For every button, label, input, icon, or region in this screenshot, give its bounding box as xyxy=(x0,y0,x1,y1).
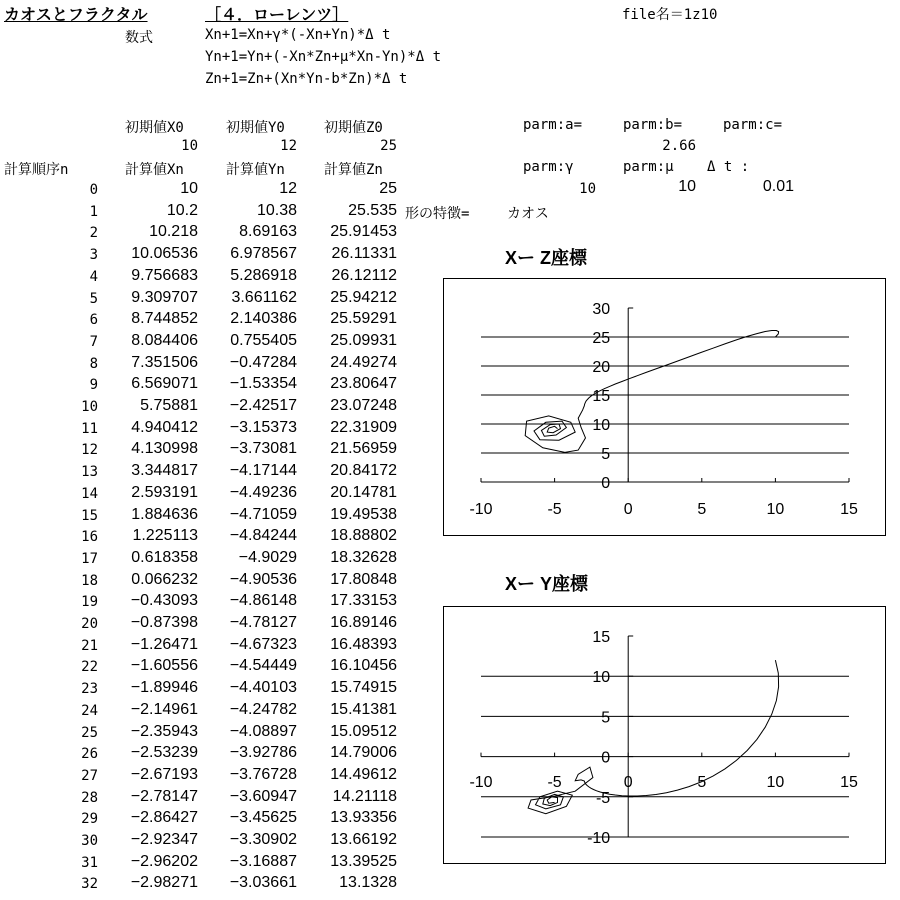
cell-xn[interactable]: 4.940412 xyxy=(131,418,198,436)
y-tick-label: -5 xyxy=(595,789,611,807)
cell-zn[interactable]: 26.11331 xyxy=(331,245,397,263)
cell-n: 32 xyxy=(81,876,98,893)
formula-z: Zn+1=Zn+(Xn*Yn-b*Zn)*Δ t xyxy=(205,71,408,87)
y-tick-label: 10 xyxy=(592,417,611,434)
cell-yn[interactable]: 10.38 xyxy=(256,201,297,219)
cell-zn[interactable]: 25.94212 xyxy=(330,288,397,306)
chart-xy-svg xyxy=(444,607,885,863)
y-tick-label: 0 xyxy=(601,475,611,492)
cell-xn[interactable]: 8.084406 xyxy=(131,331,198,349)
cell-zn[interactable]: 25.535 xyxy=(348,201,397,219)
cell-xn[interactable]: −2.14961 xyxy=(130,700,198,718)
cell-zn[interactable]: 20.14781 xyxy=(330,483,397,501)
cell-zn[interactable]: 17.80848 xyxy=(330,570,397,588)
cell-zn[interactable]: 17.33153 xyxy=(330,592,397,610)
initial-x-value[interactable]: 10 xyxy=(181,138,198,154)
initial-y-value[interactable]: 12 xyxy=(280,138,297,154)
cell-xn[interactable]: 0.066232 xyxy=(131,570,198,588)
series-line xyxy=(528,660,779,814)
cell-xn[interactable]: 2.593191 xyxy=(131,483,198,501)
file-name: file名＝1z10 xyxy=(622,7,718,23)
cell-xn[interactable]: 6.569071 xyxy=(131,375,198,393)
cell-zn[interactable]: 19.49538 xyxy=(330,505,397,523)
cell-xn[interactable]: −2.86427 xyxy=(130,809,198,827)
cell-yn[interactable]: −3.45625 xyxy=(229,809,297,827)
cell-n: 12 xyxy=(81,442,98,459)
cell-n: 7 xyxy=(89,333,98,350)
cell-zn[interactable]: 14.49612 xyxy=(330,765,397,783)
cell-zn[interactable]: 21.56959 xyxy=(330,440,397,458)
cell-xn[interactable]: 10 xyxy=(180,180,198,197)
cell-xn[interactable]: −2.98271 xyxy=(130,874,198,892)
cell-zn[interactable]: 16.10456 xyxy=(330,657,397,675)
cell-n: 19 xyxy=(81,594,98,611)
cell-zn[interactable]: 13.39525 xyxy=(330,852,397,870)
cell-yn[interactable]: −3.30902 xyxy=(229,831,297,848)
y-tick-label: 15 xyxy=(592,629,611,646)
initial-z-value[interactable]: 25 xyxy=(380,138,397,154)
cell-n: 21 xyxy=(81,637,98,654)
cell-n: 16 xyxy=(81,529,98,546)
cell-n: 1 xyxy=(89,203,98,220)
x-tick-label: -5 xyxy=(547,774,562,791)
cell-zn[interactable]: 14.79006 xyxy=(330,744,397,762)
cell-xn[interactable]: 9.309707 xyxy=(131,288,198,306)
cell-xn[interactable]: 9.756683 xyxy=(131,266,198,284)
cell-n: 17 xyxy=(81,550,98,567)
cell-yn[interactable]: −3.60947 xyxy=(229,787,297,805)
x-tick-label: 5 xyxy=(697,501,707,518)
cell-n: 0 xyxy=(89,182,98,198)
cell-yn[interactable]: 8.69163 xyxy=(239,223,297,241)
cell-yn[interactable]: −1.53354 xyxy=(229,375,297,393)
param-c-label: parm:c= xyxy=(723,117,783,133)
x-tick-label: 0 xyxy=(623,501,633,518)
cell-yn[interactable]: 2.140386 xyxy=(230,310,297,328)
cell-xn[interactable]: 10.218 xyxy=(149,223,198,241)
x-tick-label: 0 xyxy=(623,774,633,791)
cell-yn[interactable]: −4.24782 xyxy=(229,700,297,718)
y-tick-label: 10 xyxy=(592,669,611,687)
cell-xn[interactable]: 5.75881 xyxy=(140,397,198,414)
param-gamma-label: parm:γ xyxy=(523,159,574,175)
cell-n: 15 xyxy=(81,507,98,524)
header-yn: 計算値Yn xyxy=(226,162,285,178)
cell-zn[interactable]: 15.41381 xyxy=(330,700,397,718)
formula-y: Yn+1=Yn+(-Xn*Zn+μ*Xn-Yn)*Δ t xyxy=(205,49,442,65)
cell-zn[interactable]: 25.91453 xyxy=(330,223,397,241)
cell-zn[interactable]: 23.07248 xyxy=(330,397,397,414)
x-tick-label: 10 xyxy=(766,501,785,518)
cell-n: 20 xyxy=(81,616,98,632)
param-dt-value[interactable]: 0.01 xyxy=(762,178,794,195)
y-tick-label: 30 xyxy=(592,301,611,318)
y-tick-label: 5 xyxy=(601,709,611,727)
cell-xn[interactable]: −1.26471 xyxy=(130,635,198,653)
cell-xn[interactable]: −1.89946 xyxy=(130,679,198,697)
cell-n: 30 xyxy=(81,833,98,849)
chart-xz-title: Xー Z座標 xyxy=(505,248,588,268)
x-tick-label: 5 xyxy=(697,774,707,791)
param-mu-value[interactable]: 10 xyxy=(678,178,696,195)
cell-xn[interactable]: −2.35943 xyxy=(130,722,198,740)
cell-yn[interactable]: −4.9029 xyxy=(238,548,297,566)
cell-n: 26 xyxy=(81,746,98,763)
cell-n: 27 xyxy=(81,767,98,784)
cell-n: 2 xyxy=(89,225,98,242)
app-title: カオスとフラクタル xyxy=(4,7,148,24)
cell-xn[interactable]: −2.67193 xyxy=(130,765,198,783)
cell-n: 14 xyxy=(81,485,98,502)
x-tick-label: 10 xyxy=(766,774,785,791)
x-tick-label: -5 xyxy=(547,501,562,518)
cell-n: 6 xyxy=(89,312,98,329)
cell-yn[interactable]: −4.17144 xyxy=(229,462,297,480)
param-a-label: parm:a= xyxy=(523,117,583,133)
cell-yn[interactable]: −2.42517 xyxy=(229,397,297,414)
cell-xn[interactable]: −2.92347 xyxy=(130,831,198,848)
cell-zn[interactable]: 25.09931 xyxy=(330,331,397,349)
cell-zn[interactable]: 18.88802 xyxy=(330,527,397,545)
cell-n: 28 xyxy=(81,789,98,806)
cell-xn[interactable]: 4.130998 xyxy=(131,440,198,458)
cell-n: 13 xyxy=(81,464,98,481)
cell-n: 29 xyxy=(81,811,98,828)
cell-zn[interactable]: 24.49274 xyxy=(330,353,397,371)
cell-yn[interactable]: −4.54449 xyxy=(229,657,297,675)
cell-yn[interactable]: 5.286918 xyxy=(230,266,297,284)
cell-zn[interactable]: 13.66192 xyxy=(330,831,397,848)
chart-xz-svg xyxy=(444,279,885,535)
x-tick-label: 15 xyxy=(840,774,858,791)
cell-n: 25 xyxy=(81,724,98,741)
cell-zn[interactable]: 25 xyxy=(379,180,397,197)
x-tick-label: -10 xyxy=(469,774,493,791)
x-tick-label: -10 xyxy=(469,501,493,518)
cell-yn[interactable]: −3.15373 xyxy=(229,418,297,436)
cell-xn[interactable]: 3.344817 xyxy=(131,462,198,480)
cell-xn[interactable]: −0.87398 xyxy=(130,614,198,631)
cell-zn[interactable]: 20.84172 xyxy=(330,462,397,480)
initial-y-label: 初期値Y0 xyxy=(226,120,285,136)
cell-n: 24 xyxy=(81,702,98,719)
cell-yn[interactable]: 0.755405 xyxy=(230,331,297,349)
chart-xz[interactable] xyxy=(443,278,886,536)
param-mu-label: parm:μ xyxy=(623,159,674,175)
cell-zn[interactable]: 16.89146 xyxy=(330,614,397,631)
header-zn: 計算値Zn xyxy=(324,162,383,178)
cell-zn[interactable]: 14.21118 xyxy=(332,787,397,805)
cell-n: 3 xyxy=(89,247,98,264)
cell-n: 18 xyxy=(81,572,98,589)
formula-x: Xn+1=Xn+γ*(-Xn+Yn)*Δ t xyxy=(205,27,391,43)
y-tick-label: 15 xyxy=(592,388,611,405)
cell-zn[interactable]: 26.12112 xyxy=(331,266,397,284)
y-tick-label: 0 xyxy=(601,749,611,767)
cell-xn[interactable]: −0.43093 xyxy=(130,592,198,610)
cell-zn[interactable]: 15.09512 xyxy=(330,722,397,740)
feature-value[interactable]: カオス xyxy=(507,206,549,222)
y-tick-label: 25 xyxy=(592,330,611,347)
cell-zn[interactable]: 13.1328 xyxy=(339,874,397,892)
cell-yn[interactable]: 3.661162 xyxy=(231,288,297,306)
y-tick-label: 5 xyxy=(601,446,611,463)
param-gamma-value[interactable]: 10 xyxy=(579,181,596,197)
cell-n: 10 xyxy=(81,399,98,415)
cell-zn[interactable]: 23.80647 xyxy=(330,375,397,393)
cell-zn[interactable]: 16.48393 xyxy=(330,635,397,653)
cell-yn[interactable]: −4.90536 xyxy=(229,570,297,588)
param-b-value[interactable]: 2.66 xyxy=(662,138,696,154)
cell-n: 9 xyxy=(89,377,98,394)
cell-zn[interactable]: 18.32628 xyxy=(330,548,397,566)
x-tick-label: 15 xyxy=(840,501,858,518)
cell-yn[interactable]: −3.92786 xyxy=(229,744,297,762)
cell-yn[interactable]: −4.86148 xyxy=(229,592,297,610)
formula-label: 数式 xyxy=(125,30,153,46)
y-tick-label: 20 xyxy=(592,359,611,376)
initial-z-label: 初期値Z0 xyxy=(324,120,383,136)
series-line xyxy=(525,331,778,453)
cell-n: 5 xyxy=(89,290,98,307)
cell-yn[interactable]: −4.78127 xyxy=(229,614,297,631)
cell-yn[interactable]: −4.08897 xyxy=(229,722,297,740)
cell-yn[interactable]: −4.40103 xyxy=(229,679,297,697)
cell-xn[interactable]: −2.53239 xyxy=(130,744,198,762)
cell-xn[interactable]: 1.225113 xyxy=(132,527,198,545)
cell-yn[interactable]: −4.71059 xyxy=(229,505,297,523)
cell-xn[interactable]: 10.06536 xyxy=(131,245,198,263)
cell-xn[interactable]: −1.60556 xyxy=(130,657,198,675)
cell-yn[interactable]: −3.73081 xyxy=(229,440,297,458)
param-dt-label: Δ t : xyxy=(707,159,750,175)
cell-xn[interactable]: −2.78147 xyxy=(130,787,198,805)
cell-yn[interactable]: 12 xyxy=(279,180,297,197)
param-b-label: parm:b= xyxy=(623,117,683,133)
cell-n: 8 xyxy=(89,355,98,372)
cell-n: 22 xyxy=(81,659,98,676)
cell-yn[interactable]: −3.76728 xyxy=(229,765,297,783)
cell-zn[interactable]: 15.74915 xyxy=(330,679,397,697)
cell-yn[interactable]: −0.47284 xyxy=(229,353,297,371)
feature-label: 形の特徴= xyxy=(405,206,470,222)
y-tick-label: -10 xyxy=(587,830,611,847)
cell-n: 11 xyxy=(81,420,98,437)
cell-yn[interactable]: −3.03661 xyxy=(229,874,297,892)
cell-yn[interactable]: 6.978567 xyxy=(230,245,297,263)
cell-zn[interactable]: 25.59291 xyxy=(330,310,397,328)
cell-n: 23 xyxy=(81,681,98,698)
cell-xn[interactable]: 10.2 xyxy=(166,201,198,219)
cell-zn[interactable]: 22.31909 xyxy=(330,418,397,436)
cell-xn[interactable]: 1.884636 xyxy=(131,505,198,523)
header-xn: 計算値Xn xyxy=(125,162,184,178)
section-title: ［４．ローレンツ］ xyxy=(205,7,349,24)
initial-x-label: 初期値X0 xyxy=(125,120,184,136)
chart-xy[interactable] xyxy=(443,606,886,864)
cell-xn[interactable]: 7.351506 xyxy=(131,353,198,371)
cell-yn[interactable]: −4.67323 xyxy=(229,635,297,653)
cell-yn[interactable]: −4.84244 xyxy=(229,527,297,545)
cell-xn[interactable]: −2.96202 xyxy=(130,852,198,870)
cell-yn[interactable]: −3.16887 xyxy=(229,852,297,870)
cell-zn[interactable]: 13.93356 xyxy=(330,809,397,827)
cell-yn[interactable]: −4.49236 xyxy=(229,483,297,501)
cell-n: 31 xyxy=(81,854,98,871)
chart-xy-title: Xー Y座標 xyxy=(505,574,589,594)
cell-n: 4 xyxy=(89,268,98,285)
cell-xn[interactable]: 0.618358 xyxy=(131,548,198,566)
header-n: 計算順序n xyxy=(4,162,69,178)
cell-xn[interactable]: 8.744852 xyxy=(131,310,198,328)
